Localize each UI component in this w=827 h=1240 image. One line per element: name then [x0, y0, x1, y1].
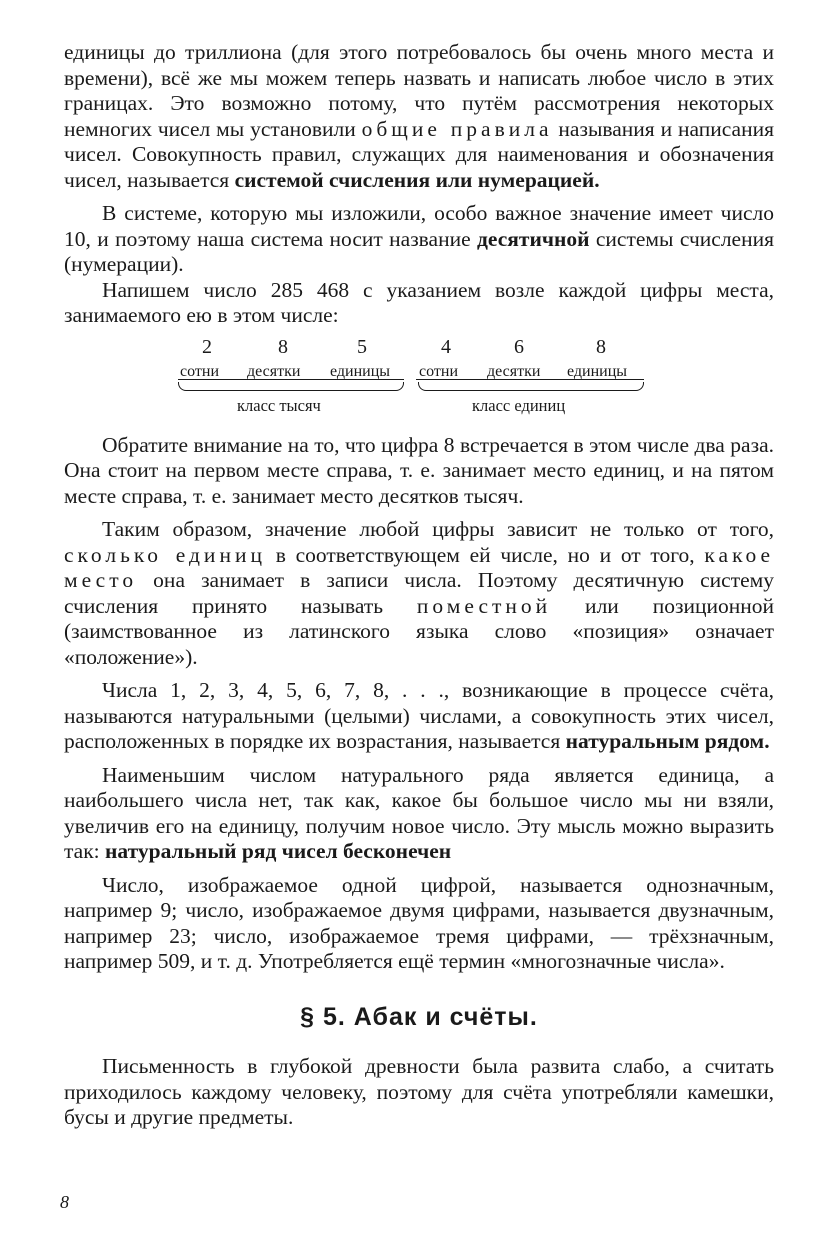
place-caption: сотни: [419, 362, 459, 380]
digit: 6: [514, 335, 524, 358]
caption-underline: [416, 379, 644, 380]
paragraph-digit-count: Число, изображаемое одной цифрой, называется однозначным, например 9; число, изображаемое двумя цифрами, называется двузначным, например 23; число, изображаемое тремя цифрами, — трёхзначным, например 509, и т. д. Употребляется ещё термин «многозначные числа».: [64, 872, 774, 973]
paragraph-infinite-series: Наименьшим числом натурального ряда является единица, а наибольшего числа нет, так как, какое бы большое число мы ни взяли, увеличив его на единицу, получим новое число. Эту мысль можно выразить так: натуральный ряд чисел бесконечен: [64, 762, 774, 863]
digit: 5: [357, 335, 367, 358]
class-label-thousands: класс тысяч: [237, 395, 321, 415]
bold-term: системой счисления или нумерацией.: [234, 167, 600, 192]
paragraph-decimal-system: В системе, которую мы изложили, особо важное значение имеет число 10, и поэтому наша система носит название десятичной системы счисления (нумерации).: [64, 201, 774, 276]
page-body: [64, 40, 774, 1131]
digit: 8: [278, 335, 288, 358]
place-caption: единицы: [567, 362, 628, 380]
class-brace-units: [418, 382, 644, 391]
page-number: 8: [60, 1192, 69, 1212]
paragraph-abacus-intro: Письменность в глубокой древности была развита слабо, а считать приходилось каждому человеку, поэтому для счёта употребляли камешки, бусы и другие предметы.: [64, 1054, 774, 1129]
spaced-emphasis: сколько единиц: [64, 542, 266, 567]
place-caption: сотни: [180, 362, 220, 380]
section-title: § 5. Абак и счёты.: [300, 1002, 538, 1031]
class-brace-thousands: [178, 382, 404, 391]
class-label-units: класс единиц: [472, 395, 566, 415]
bold-term: натуральным рядом.: [565, 729, 770, 753]
paragraph-positional: Таким образом, значение любой цифры зависит не только от того, сколько единиц в соответствующем ей числе, но и от того, какое место она занимает в записи числа. Поэтому десятичную систему счисления принято называть поместной или позиционной (заимствованное из латинского языка слово «позиция» означает «положение»).: [64, 517, 774, 669]
spaced-emphasis: какое место: [64, 542, 774, 592]
digit: 4: [441, 335, 451, 358]
place-caption: десятки: [487, 362, 541, 380]
digit: 8: [596, 335, 606, 358]
paragraph-digit-eight: Обратите внимание на то, что цифра 8 встречается в этом числе два раза. Она стоит на первом месте справа, т. е. занимает место единиц, и на пятом месте справа, т. е. занимает место десятков тысяч.: [64, 432, 774, 508]
paragraph-natural-numbers: Числа 1, 2, 3, 4, 5, 6, 7, 8, . . ., возникающие в процессе счёта, называются натуральными (целыми) числами, а совокупность этих чисел, расположенных в порядке их возрастания, называется натуральным рядом.: [64, 678, 774, 753]
paragraph-numbering-system: единицы до триллиона (для этого потребовалось бы очень много места и времени), всё же мы можем теперь назвать и написать любое число в этих границах. Это возможно потому, что путём рассмотрения некоторых немногих чисел мы установили общие правила называния и написания чисел. Совокупность правил, служащих для наименования и обозначения чисел, называется системой счисления или нумерацией.: [64, 40, 774, 192]
caption-underline: [178, 379, 404, 380]
spaced-emphasis: общие правила: [361, 116, 553, 141]
place-caption: единицы: [330, 362, 391, 380]
bold-term: натуральный ряд чисел бесконечен: [105, 839, 452, 863]
place-caption: десятки: [247, 362, 301, 380]
number-places-diagram: [64, 333, 774, 431]
paragraph-write-number: Напишем число 285 468 с указанием возле каждой цифры места, занимаемого ею в этом числе:: [64, 277, 774, 327]
digit: 2: [202, 335, 212, 358]
spaced-emphasis: поместной: [416, 593, 552, 618]
bold-term: десятичной: [477, 226, 590, 251]
